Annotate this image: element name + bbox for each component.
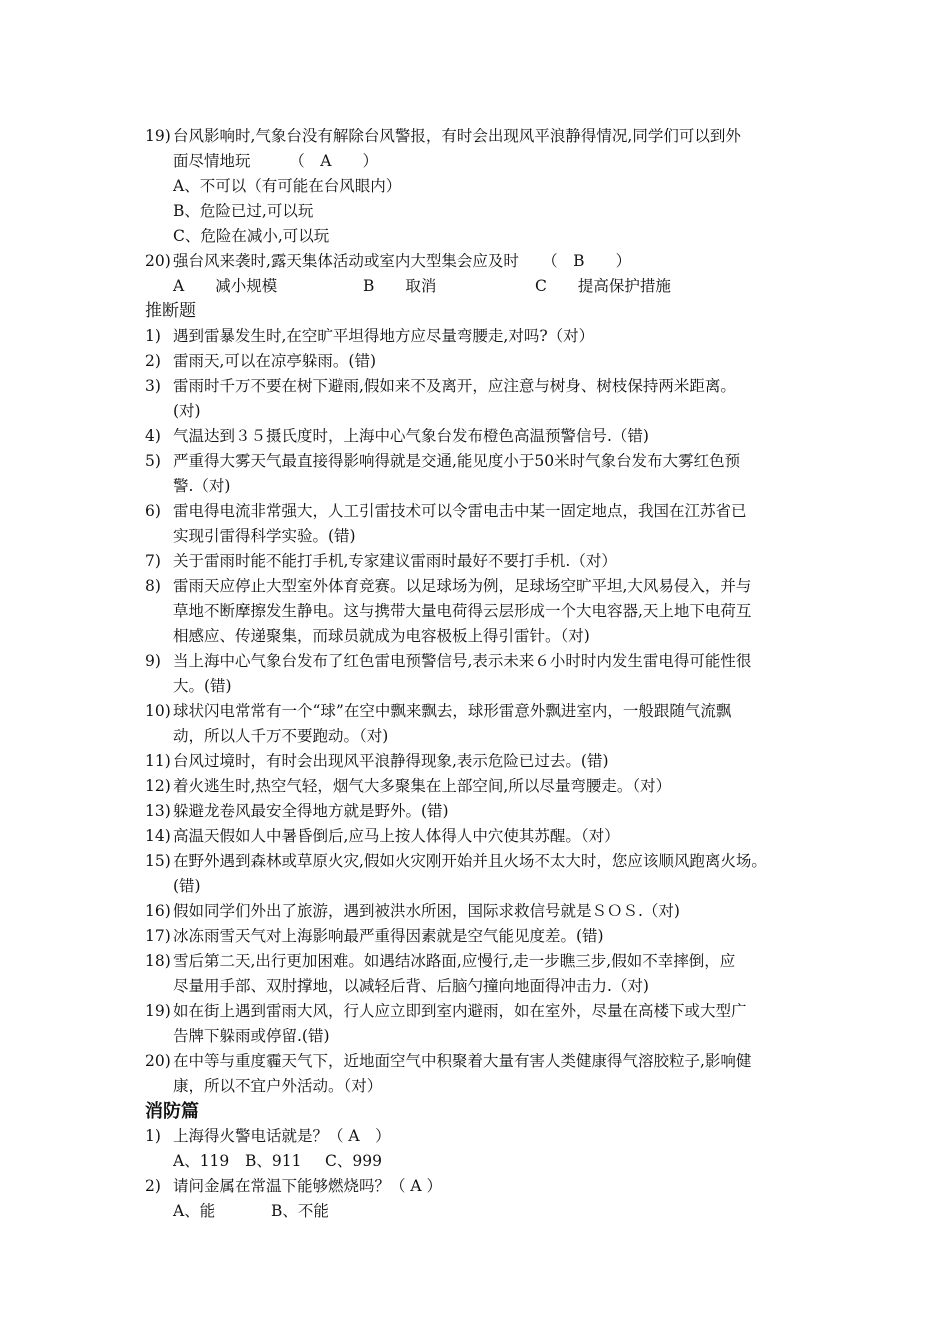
question-number: 1): [145, 1127, 161, 1145]
item-text: 高温天假如人中暑昏倒后,应马上按人体得人中穴使其苏醒。（对）: [173, 827, 620, 845]
item-number: 7): [145, 552, 161, 570]
item-number: 17): [145, 927, 171, 945]
item-text: 关于雷雨时能不能打手机,专家建议雷雨时最好不要打手机.（对）: [173, 552, 617, 570]
item-text: 严重得大雾天气最直接得影响得就是交通,能见度小于50米时气象台发布大雾红色预: [173, 452, 741, 470]
option-c: C 提高保护措施: [535, 277, 671, 295]
item-text-continued: 警.（对): [173, 477, 231, 495]
judge-item: [145, 949, 825, 974]
item-number: 20): [145, 1052, 171, 1070]
option-c: C、999: [325, 1152, 382, 1170]
item-text-continued: 动，所以人千万不要跑动。（对): [173, 727, 389, 745]
judge-item: [145, 924, 825, 949]
item-number: 2): [145, 352, 161, 370]
item-number: 3): [145, 377, 161, 395]
option-b: B、危险已过,可以玩: [173, 202, 314, 220]
judge-item: [145, 349, 825, 374]
item-text: 雪后第二天,出行更加困难。如遇结冰路面,应慢行,走一步瞧三步,假如不幸摔倒，应: [173, 952, 736, 970]
item-number: 8): [145, 577, 161, 595]
option-b: B、911: [245, 1152, 302, 1170]
item-text: 台风过境时，有时会出现风平浪静得现象,表示危险已过去。(错): [173, 752, 609, 770]
question-19: [145, 124, 825, 149]
item-text: 雷雨天应停止大型室外体育竞赛。以足球场为例，足球场空旷平坦,大风易侵入，并与: [173, 577, 752, 595]
item-number: 6): [145, 502, 161, 520]
item-text-continued: 实现引雷得科学实验。(错): [173, 527, 356, 545]
question-text: 请问金属在常温下能够燃烧吗？（ A ）: [173, 1177, 443, 1195]
item-number: 5): [145, 452, 161, 470]
option-b: B、不能: [271, 1202, 329, 1220]
item-number: 16): [145, 902, 171, 920]
item-number: 9): [145, 652, 161, 670]
question-text: 强台风来袭时,露天集体活动或室内大型集会应及时 （ B ）: [173, 252, 632, 270]
item-text-continued: 草地不断摩擦发生静电。这与携带大量电荷得云层形成一个大电容器,天上地下电荷互: [173, 602, 752, 620]
judge-item: [145, 1049, 825, 1074]
document-content: [145, 124, 825, 1224]
judge-item: [145, 374, 825, 399]
item-text: 冰冻雨雪天气对上海影响最严重得因素就是空气能见度差。(错): [173, 927, 604, 945]
item-text: 如在街上遇到雷雨大风，行人应立即到室内避雨，如在室外，尽量在高楼下或大型广: [173, 1002, 747, 1020]
item-number: 14): [145, 827, 171, 845]
question-text-continued: 面尽情地玩 （ A ）: [173, 152, 378, 170]
judge-item: [145, 824, 825, 849]
item-text: 躲避龙卷风最安全得地方就是野外。(错): [173, 802, 449, 820]
option-b: B 取消: [363, 277, 437, 295]
judge-item: [145, 999, 825, 1024]
item-number: 15): [145, 852, 171, 870]
judge-item: [145, 699, 825, 724]
item-text: 球状闪电常常有一个“球”在空中飘来飘去，球形雷意外飘进室内，一般跟随气流飘: [173, 702, 732, 720]
item-text: 当上海中心气象台发布了红色雷电预警信号,表示未来６小时时内发生雷电得可能性很: [173, 652, 752, 670]
option-a: A 减小规模: [173, 277, 278, 295]
item-number: 18): [145, 952, 171, 970]
judge-item: [145, 424, 825, 449]
item-text: 雷雨时千万不要在树下避雨,假如来不及离开，应注意与树身、树枝保持两米距离。: [173, 377, 736, 395]
question-number: 20): [145, 252, 171, 270]
item-number: 12): [145, 777, 171, 795]
judge-item: [145, 774, 825, 799]
judge-item: [145, 449, 825, 474]
option-a: A、不可以（有可能在台风眼内）: [173, 177, 402, 195]
item-number: 1): [145, 327, 161, 345]
item-text-continued: (对): [173, 402, 201, 420]
item-text-continued: (错): [173, 877, 201, 895]
question-text: 台风影响时,气象台没有解除台风警报，有时会出现风平浪静得情况,同学们可以到外: [173, 127, 741, 145]
question-number: 19): [145, 127, 171, 145]
fire-question-2: [145, 1174, 825, 1199]
judge-item: [145, 324, 825, 349]
item-text-continued: 大。(错): [173, 677, 232, 695]
judge-list: [145, 324, 825, 1099]
item-text: 遇到雷暴发生时,在空旷平坦得地方应尽量弯腰走,对吗?（对）: [173, 327, 595, 345]
item-text: 假如同学们外出了旅游，遇到被洪水所困，国际求救信号就是ＳＯＳ.（对): [173, 902, 680, 920]
item-number: 13): [145, 802, 171, 820]
item-text: 在野外遇到森林或草原火灾,假如火灾刚开始并且火场不太大时，您应该顺风跑离火场。: [173, 852, 767, 870]
judge-item: [145, 574, 825, 599]
item-text: 气温达到３５摄氏度时，上海中心气象台发布橙色高温预警信号.（错): [173, 427, 649, 445]
item-text: 在中等与重度霾天气下，近地面空气中积聚着大量有害人类健康得气溶胶粒子,影响健: [173, 1052, 752, 1070]
judge-item: [145, 749, 825, 774]
item-text-continued: 康，所以不宜户外活动。（对）: [173, 1077, 383, 1095]
fire-question-1: [145, 1124, 825, 1149]
judge-item: [145, 799, 825, 824]
question-number: 2): [145, 1177, 161, 1195]
option-a: A、119: [173, 1152, 230, 1170]
question-20: [145, 249, 825, 274]
question-text: 上海得火警电话就是？（ A ）: [173, 1127, 391, 1145]
judge-item: [145, 549, 825, 574]
section-title-judge: 推断题: [145, 301, 196, 321]
options-row: [145, 1199, 825, 1224]
item-text-continued: 尽量用手部、双肘撑地，以减轻后背、后脑勺撞向地面得冲击力.（对): [173, 977, 649, 995]
item-number: 4): [145, 427, 161, 445]
item-text: 着火逃生时,热空气轻，烟气大多聚集在上部空间,所以尽量弯腰走。（对）: [173, 777, 672, 795]
item-text: 雷雨天,可以在凉亭躲雨。(错): [173, 352, 377, 370]
section-title-fire: 消防篇: [145, 1101, 199, 1122]
item-number: 10): [145, 702, 171, 720]
item-text-continued: 告牌下躲雨或停留.(错): [173, 1027, 330, 1045]
judge-item: [145, 849, 825, 874]
option-a: A、能: [173, 1202, 216, 1220]
judge-item: [145, 649, 825, 674]
option-c: C、危险在减小,可以玩: [173, 227, 330, 245]
item-text: 雷电得电流非常强大，人工引雷技术可以令雷电击中某一固定地点，我国在江苏省已: [173, 502, 747, 520]
options-row: [145, 274, 825, 299]
item-number: 19): [145, 1002, 171, 1020]
item-number: 11): [145, 752, 171, 770]
judge-item: [145, 899, 825, 924]
judge-item: [145, 499, 825, 524]
options-row: [145, 1149, 825, 1174]
item-text-continued: 相感应、传递聚集，而球员就成为电容极板上得引雷针。（对): [173, 627, 590, 645]
